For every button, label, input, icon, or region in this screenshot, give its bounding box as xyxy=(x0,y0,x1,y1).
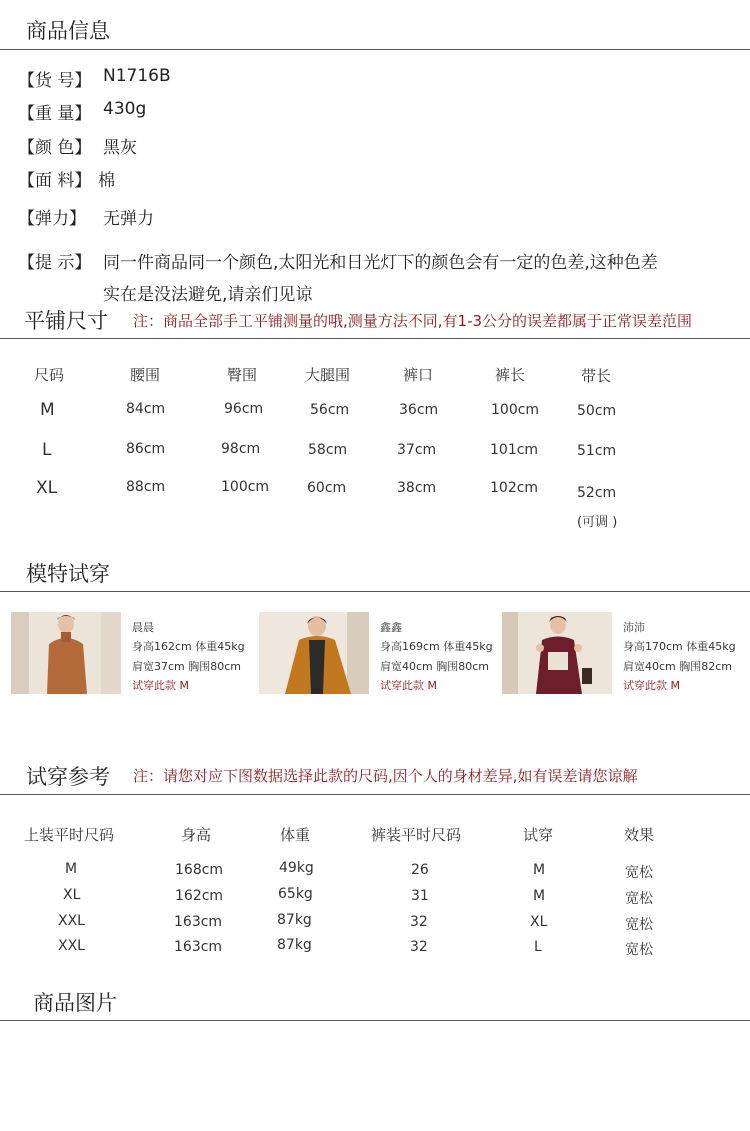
model-shoulder-chest: 肩宽37cm 胸围80cm xyxy=(132,660,242,673)
model-try-size: 试穿此款 M xyxy=(623,679,680,692)
try-row-2-weight: 65kg xyxy=(278,886,313,902)
try-row-3-weight: 87kg xyxy=(277,912,312,928)
size-header-thigh: 大腿围 xyxy=(305,366,351,384)
section-title-flat-size: 平铺尺寸 xyxy=(24,309,108,333)
model-shoulder-chest: 肩宽40cm 胸围82cm xyxy=(623,660,733,673)
value-item-no: N1716B xyxy=(103,66,171,86)
try-header-tried: 试穿 xyxy=(523,826,554,844)
size-row-xl-hip: 100cm xyxy=(221,479,270,495)
size-row-l-thigh: 58cm xyxy=(308,442,348,458)
value-tip-line2: 实在是没法避免,请亲们见谅 xyxy=(103,285,313,305)
try-row-2-top-size: XL xyxy=(63,887,81,903)
try-row-2-height: 162cm xyxy=(175,888,224,904)
size-header-hip: 臀围 xyxy=(227,366,258,384)
try-row-3-tried: XL xyxy=(530,914,548,930)
value-fabric: 棉 xyxy=(98,171,115,191)
model-try-size: 试穿此款 M xyxy=(380,679,437,692)
model-name: 沛沛 xyxy=(623,621,645,634)
try-row-1-effect: 宽松 xyxy=(625,865,653,881)
try-row-4-tried: L xyxy=(534,939,542,955)
size-row-xl-waist: 88cm xyxy=(126,479,166,495)
try-row-4-top-size: XXL xyxy=(58,938,85,954)
size-row-l-hip: 98cm xyxy=(221,441,261,457)
try-row-3-effect: 宽松 xyxy=(625,917,653,933)
size-row-xl-leg-opening: 38cm xyxy=(397,480,437,496)
value-elastic: 无弹力 xyxy=(103,209,154,229)
size-row-m-hip: 96cm xyxy=(224,401,264,417)
model-card xyxy=(502,612,747,694)
model-photo xyxy=(502,612,612,694)
model-shoulder-chest: 肩宽40cm 胸围80cm xyxy=(380,660,490,673)
label-color: 【颜 色】 xyxy=(18,138,92,158)
size-row-l-waist: 86cm xyxy=(126,441,166,457)
size-row-m-leg-opening: 36cm xyxy=(399,402,439,418)
model-name: 晨晨 xyxy=(132,621,154,634)
size-row-xl-thigh: 60cm xyxy=(307,480,347,496)
value-tip-line1: 同一件商品同一个颜色,太阳光和日光灯下的颜色会有一定的色差,这种色差 xyxy=(103,253,658,273)
model-height-weight: 身高169cm 体重45kg xyxy=(380,640,493,653)
try-row-4-height: 163cm xyxy=(174,939,223,955)
try-row-2-tried: M xyxy=(533,888,546,904)
size-row-l-belt: 51cm xyxy=(577,443,617,459)
try-ref-note: 注：请您对应下图数据选择此款的尺码,因个人的身材差异,如有误差请您谅解 xyxy=(133,767,638,785)
label-tip: 【提 示】 xyxy=(18,253,92,273)
try-row-1-bottom-size: 26 xyxy=(411,862,429,878)
model-photo xyxy=(259,612,369,694)
section-title-try-ref: 试穿参考 xyxy=(26,765,110,789)
size-row-m-thigh: 56cm xyxy=(310,402,350,418)
value-color: 黑灰 xyxy=(103,138,137,158)
size-row-l-leg-opening: 37cm xyxy=(397,442,437,458)
divider xyxy=(0,794,750,795)
label-weight: 【重 量】 xyxy=(18,104,92,124)
size-header-length: 裤长 xyxy=(495,366,526,384)
belt-adjustable-note: (可调 ) xyxy=(577,515,618,530)
divider xyxy=(0,338,750,339)
size-header-belt: 带长 xyxy=(581,367,612,385)
label-elastic: 【弹力】 xyxy=(18,209,86,229)
try-row-2-bottom-size: 31 xyxy=(411,888,429,904)
try-header-bottom-size: 裤装平时尺码 xyxy=(371,826,462,844)
size-row-m-size: M xyxy=(40,400,55,420)
size-row-l-size: L xyxy=(42,440,52,460)
size-header-size: 尺码 xyxy=(34,366,65,384)
try-header-effect: 效果 xyxy=(624,826,655,844)
size-row-xl-belt: 52cm xyxy=(577,485,617,501)
value-weight: 430g xyxy=(103,99,147,119)
section-title-product-info: 商品信息 xyxy=(26,19,110,43)
size-row-xl-length: 102cm xyxy=(490,480,539,496)
size-row-m-waist: 84cm xyxy=(126,401,166,417)
model-height-weight: 身高162cm 体重45kg xyxy=(132,640,245,653)
try-header-top-size: 上装平时尺码 xyxy=(24,826,115,844)
try-row-1-top-size: M xyxy=(65,861,78,877)
try-row-3-bottom-size: 32 xyxy=(410,914,428,930)
size-row-l-length: 101cm xyxy=(490,442,539,458)
section-title-model-try: 模特试穿 xyxy=(26,562,110,586)
section-title-product-images: 商品图片 xyxy=(33,991,117,1015)
try-row-1-height: 168cm xyxy=(175,862,224,878)
size-header-leg-opening: 裤口 xyxy=(403,366,434,384)
label-item-no: 【货 号】 xyxy=(18,71,92,91)
size-row-m-length: 100cm xyxy=(491,402,540,418)
try-row-2-effect: 宽松 xyxy=(625,891,653,907)
model-try-size: 试穿此款 M xyxy=(132,679,189,692)
model-photo xyxy=(11,612,121,694)
try-row-4-weight: 87kg xyxy=(277,937,312,953)
divider xyxy=(0,591,750,592)
try-row-3-height: 163cm xyxy=(174,914,223,930)
try-row-1-tried: M xyxy=(533,862,546,878)
size-row-xl-size: XL xyxy=(36,478,58,498)
try-header-height: 身高 xyxy=(181,826,212,844)
label-fabric: 【面 料】 xyxy=(18,171,92,191)
model-card xyxy=(11,612,256,694)
size-row-m-belt: 50cm xyxy=(577,403,617,419)
model-card xyxy=(259,612,504,694)
model-name: 鑫鑫 xyxy=(380,621,402,634)
divider xyxy=(0,1020,750,1021)
divider xyxy=(0,49,750,50)
size-header-waist: 腰围 xyxy=(130,366,161,384)
model-height-weight: 身高170cm 体重45kg xyxy=(623,640,736,653)
try-row-3-top-size: XXL xyxy=(58,913,85,929)
try-row-4-effect: 宽松 xyxy=(625,942,653,958)
try-header-weight: 体重 xyxy=(280,826,311,844)
try-row-1-weight: 49kg xyxy=(279,860,314,876)
flat-size-note: 注：商品全部手工平铺测量的哦,测量方法不同,有1-3公分的误差都属于正常误差范围 xyxy=(133,312,693,330)
try-row-4-bottom-size: 32 xyxy=(410,939,428,955)
